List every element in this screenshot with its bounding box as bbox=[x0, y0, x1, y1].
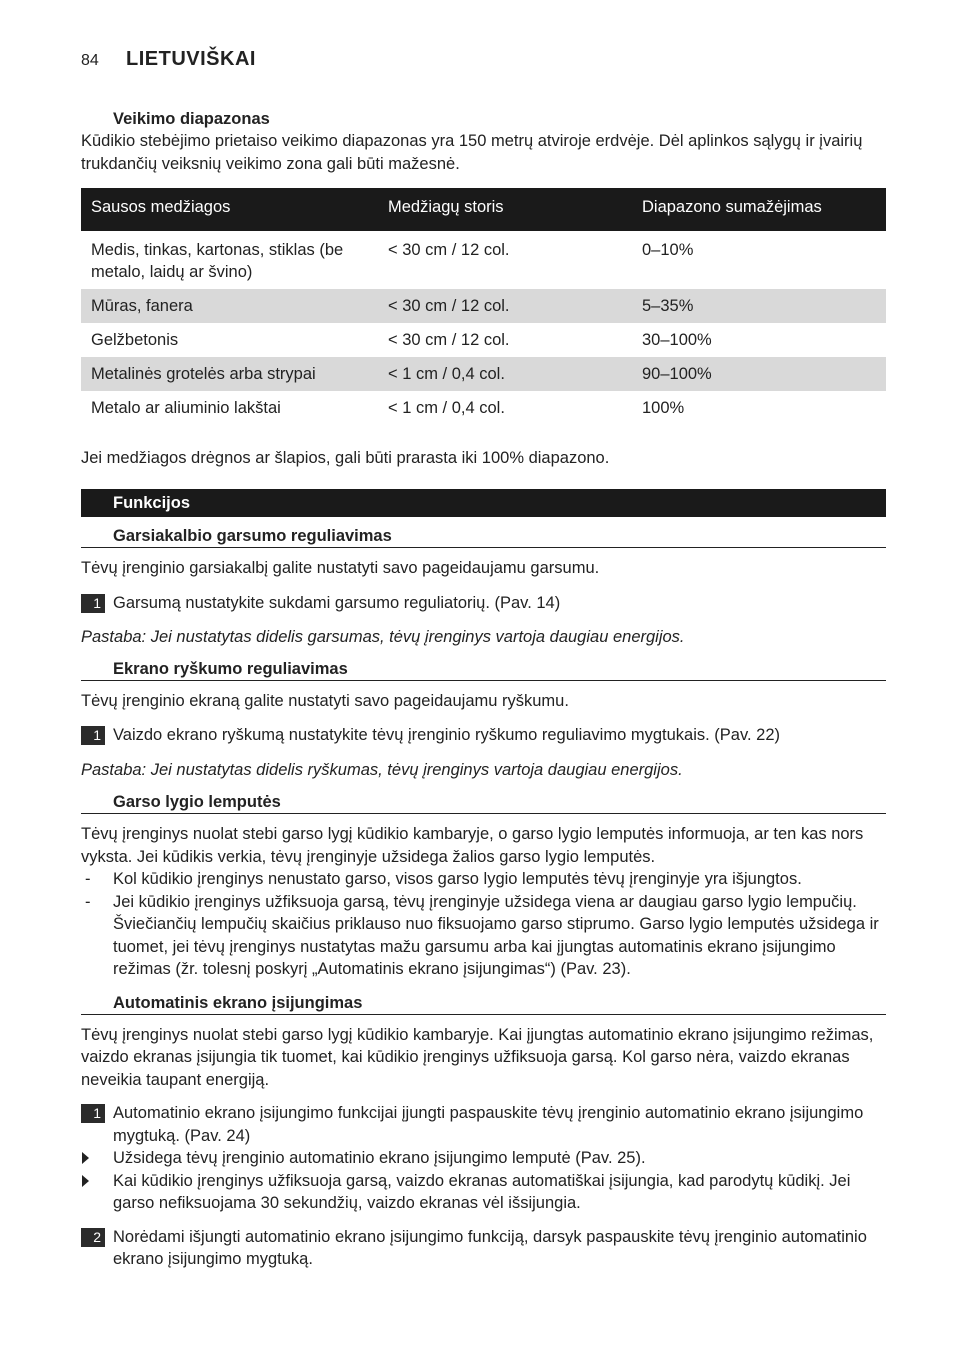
table-cell: Mūras, fanera bbox=[81, 289, 378, 323]
auto-screen-step-1 bbox=[81, 1102, 886, 1147]
speaker-note: Pastaba: Jei nustatytas didelis garsumas, tėvų įrenginys vartoja daugiau energijos. bbox=[81, 628, 685, 646]
brightness-intro: Tėvų įrenginio ekraną galite nustatyti savo pageidaujamu ryškumu. bbox=[81, 691, 569, 710]
range-table bbox=[81, 188, 886, 425]
wet-material-note: Jei medžiagos drėgnos ar šlapios, gali būti prarasta iki 100% diapazono. bbox=[81, 448, 610, 467]
list-item bbox=[81, 868, 886, 891]
auto-screen-intro: Tėvų įrenginys nuolat stebi garso lygį kūdikio kambaryje. Kai įjungtas automatinio ekrano įsijungimo režimas, vaizdo ekranas įsijungia tik tuomet, kai kūdikio įrenginys užfiksuoja garsą. Kol garso nėra, vaizdo ekranas neveikia taupant energiją. bbox=[81, 1025, 874, 1089]
list-item bbox=[81, 891, 886, 981]
table-header-row bbox=[81, 188, 886, 231]
brightness-step bbox=[81, 724, 886, 747]
section-title-functions: Funkcijos bbox=[81, 489, 886, 517]
auto-screen-step-2 bbox=[81, 1226, 886, 1271]
step-text: Garsumą nustatykite sukdami garsumo reguliatorių. (Pav. 14) bbox=[113, 593, 561, 612]
table-cell: Metalo ar aliuminio lakštai bbox=[91, 398, 281, 417]
page-number: 84 bbox=[81, 52, 99, 69]
result-arrow-icon bbox=[82, 1175, 89, 1187]
range-heading: Veikimo diapazonas bbox=[113, 110, 270, 128]
table-cell: 90–100% bbox=[632, 357, 886, 391]
table-row bbox=[81, 289, 886, 323]
list-item-text: Kol kūdikio įrenginys nenustato garso, visos garso lygio lemputės tėvų įrenginyje yra išjungtos. bbox=[113, 870, 802, 888]
step-number: 1 bbox=[81, 726, 105, 745]
brightness-note: Pastaba: Jei nustatytas didelis ryškumas, tėvų įrenginys vartoja daugiau energijos. bbox=[81, 760, 683, 779]
table-header-cell: Diapazono sumažėjimas bbox=[632, 188, 886, 231]
range-intro: Kūdikio stebėjimo prietaiso veikimo diapazonas yra 150 metrų atviroje erdvėje. Dėl aplinkos sąlygų ir įvairių trukdančių veiksnių veikimo zona gali būti mažesnė. bbox=[81, 132, 863, 173]
step-text: Norėdami išjungti automatinio ekrano įsijungimo funkciją, darsyk paspauskite tėvų įrenginio automatinio ekrano įsijungimo mygtuką. bbox=[113, 1227, 867, 1268]
table-cell: 30–100% bbox=[642, 330, 712, 349]
dash-bullet: - bbox=[85, 892, 91, 911]
speaker-volume-heading: Garsiakalbio garsumo reguliavimas bbox=[81, 525, 886, 548]
speaker-volume-intro: Tėvų įrenginio garsiakalbį galite nustatyti savo pageidaujamu garsumu. bbox=[81, 559, 600, 577]
table-cell: < 30 cm / 12 col. bbox=[388, 330, 510, 349]
result-arrow-icon bbox=[82, 1152, 89, 1164]
table-cell: Gelžbetonis bbox=[91, 330, 179, 349]
table-header-cell: Medžiagų storis bbox=[378, 188, 632, 231]
table-row bbox=[81, 391, 886, 425]
step-number: 2 bbox=[81, 1228, 105, 1247]
result-text: Užsidega tėvų įrenginio automatinio ekrano įsijungimo lemputė (Pav. 25). bbox=[113, 1149, 646, 1167]
table-cell: 100% bbox=[642, 398, 685, 417]
table-cell: 0–10% bbox=[642, 240, 694, 259]
brightness-heading: Ekrano ryškumo reguliavimas bbox=[81, 658, 886, 681]
result-text: Kai kūdikio įrenginys užfiksuoja garsą, vaizdo ekranas automatiškai įsijungia, kad parodytų kūdikį. Jei garso nefiksuojama 30 sekundžių, vaizdo ekranas vėl išsijungia. bbox=[113, 1171, 851, 1212]
table-cell: Medis, tinkas, kartonas, stiklas (be metalo, laidų ar švino) bbox=[91, 240, 344, 281]
page-content bbox=[81, 108, 886, 1271]
list-item-text: Jei kūdikio įrenginys užfiksuoja garsą, tėvų įrenginyje užsidega viena ar daugiau garso lygio lempučių. Šviečiančių lempučių skaičius priklauso nuo fiksuojamo garso stiprumo. Garso lygio lemputės užsidega ir tuomet, jei tėvų įrenginys nustatytas mažu garsumu arba kai įjungtas automatinis ekrano įsijungimo režimas (žr. tolesnį poskyrį „Automatinis ekrano įsijungimas“) (Pav. 23). bbox=[113, 892, 879, 978]
sound-lights-heading: Garso lygio lemputės bbox=[81, 791, 886, 814]
table-cell: 5–35% bbox=[632, 289, 886, 323]
speaker-step bbox=[81, 592, 886, 615]
table-cell: Metalinės grotelės arba strypai bbox=[81, 357, 378, 391]
step-text: Vaizdo ekrano ryškumą nustatykite tėvų įrenginio ryškumo reguliavimo mygtukais. (Pav. 22) bbox=[113, 726, 781, 744]
table-cell: < 1 cm / 0,4 col. bbox=[378, 357, 632, 391]
table-row bbox=[81, 323, 886, 357]
table-cell: < 30 cm / 12 col. bbox=[388, 240, 510, 259]
step-text: Automatinio ekrano įsijungimo funkcijai įjungti paspauskite tėvų įrenginio automatinio ekrano įsijungimo mygtuką. (Pav. 24) bbox=[113, 1104, 864, 1145]
dash-bullet: - bbox=[85, 870, 91, 888]
auto-screen-heading: Automatinis ekrano įsijungimas bbox=[81, 992, 886, 1015]
table-row bbox=[81, 357, 886, 391]
step-number: 1 bbox=[81, 594, 105, 613]
table-cell: < 1 cm / 0,4 col. bbox=[388, 398, 505, 417]
table-header-cell: Sausos medžiagos bbox=[81, 188, 378, 231]
sound-lights-intro: Tėvų įrenginys nuolat stebi garso lygį kūdikio kambaryje, o garso lygio lemputės informuoja, ar ten kas nors vyksta. Jei kūdikis verkia, tėvų įrenginyje užsidega žalios garso lygio lemputės. bbox=[81, 825, 864, 866]
table-cell: < 30 cm / 12 col. bbox=[378, 289, 632, 323]
result-item bbox=[81, 1170, 886, 1215]
language-title: LIETUVIŠKAI bbox=[126, 48, 256, 70]
result-item bbox=[81, 1147, 886, 1170]
table-row bbox=[81, 231, 886, 289]
step-number: 1 bbox=[81, 1104, 105, 1123]
